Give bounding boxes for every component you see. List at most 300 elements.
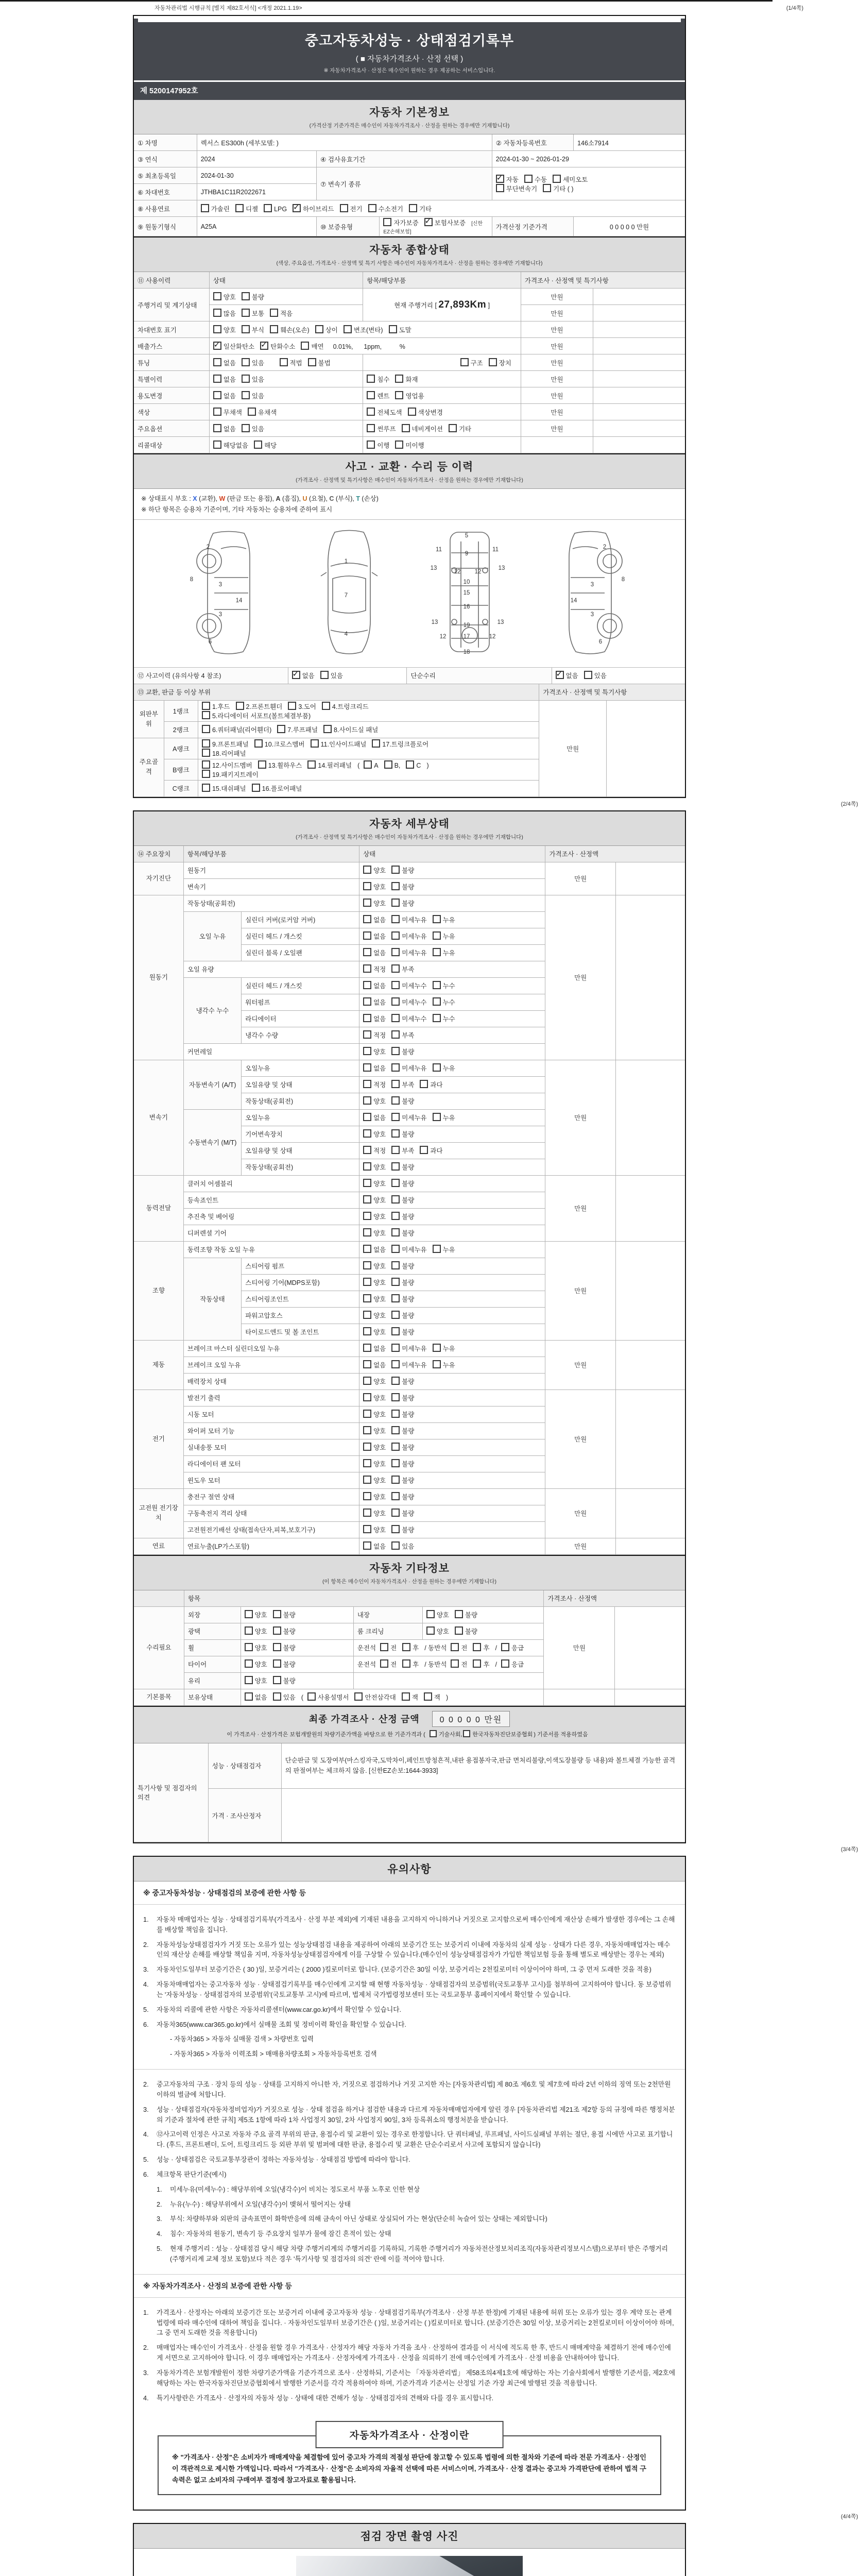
detail-item: 커먼레일 xyxy=(183,1043,359,1060)
checkbox-불량[interactable] xyxy=(455,1626,463,1635)
checkbox-렌트[interactable] xyxy=(367,391,375,399)
checkbox-양호[interactable] xyxy=(363,1410,371,1418)
option-label: 기타 xyxy=(458,425,472,433)
checkbox-수동[interactable] xyxy=(524,175,533,183)
detail-state-options xyxy=(359,911,545,928)
checkbox-양호[interactable] xyxy=(363,1459,371,1467)
checkbox-불량[interactable] xyxy=(391,866,400,874)
checkbox-1.후드[interactable] xyxy=(202,702,210,710)
checkbox-미세누수[interactable] xyxy=(391,981,400,989)
checkbox-일산화탄소[interactable] xyxy=(213,342,221,350)
checkbox-양호[interactable] xyxy=(363,1294,371,1302)
checkbox-불법[interactable] xyxy=(308,358,316,366)
checkbox-B,[interactable] xyxy=(384,760,392,769)
option-label: 탄화수소 xyxy=(270,343,296,350)
price-appraiser-label: 가격 · 조사산정자 xyxy=(208,1789,281,1842)
checkbox-자동[interactable] xyxy=(496,175,504,183)
detail-state-options xyxy=(359,1175,545,1192)
checkbox-적음[interactable] xyxy=(270,309,278,317)
option-label: 불량 xyxy=(402,1131,415,1138)
option-label: 기타 ( ) xyxy=(553,185,574,193)
option-label: 미세누유 xyxy=(402,1345,427,1352)
checkbox-불량[interactable] xyxy=(391,1311,400,1319)
checkbox-양호[interactable] xyxy=(213,325,221,333)
checkbox-4.트렁크리드[interactable] xyxy=(322,702,330,710)
option-label: 적정 xyxy=(373,1147,386,1155)
checkbox-불량[interactable] xyxy=(242,292,250,300)
detail-item: 발전기 출력 xyxy=(183,1389,359,1406)
checkbox-잭[interactable] xyxy=(424,1692,432,1701)
option-label: 후 xyxy=(483,1645,490,1652)
checkbox-불량[interactable] xyxy=(391,1212,400,1220)
recall-part-options xyxy=(363,437,521,453)
checkbox-무채색[interactable] xyxy=(213,408,221,416)
notice-item-text: 성능 · 상태점검은 국토교통부장관이 정하는 자동차성능 · 상태점검 방법에 따라야 합니다. xyxy=(157,2156,410,2164)
checkbox-탄화수소[interactable] xyxy=(260,342,268,350)
checkbox-장치[interactable] xyxy=(489,358,497,366)
checkbox-누유[interactable] xyxy=(433,915,441,923)
checkbox-5.라디에이터 서포트(볼트체결부품)[interactable] xyxy=(202,711,210,719)
checkbox-17.트렁크플로어[interactable] xyxy=(372,739,380,748)
notice-section3-header: ※ 자동차가격조사 · 산정의 보증에 관한 사항 등 xyxy=(134,2275,685,2298)
checkbox-부식[interactable] xyxy=(242,325,250,333)
checkbox-전체도색[interactable] xyxy=(367,408,375,416)
checkbox-전[interactable] xyxy=(451,1643,459,1651)
registration-number-label: ② 자동차등록번호 xyxy=(492,134,573,151)
checkbox-양호[interactable] xyxy=(363,1129,371,1138)
checkbox-전[interactable] xyxy=(451,1659,459,1668)
checkbox-양호[interactable] xyxy=(363,1228,371,1236)
checkbox-19.패키지트레이[interactable] xyxy=(202,770,210,778)
checkbox-화재[interactable] xyxy=(395,375,403,383)
checkbox-적정[interactable] xyxy=(363,1146,371,1154)
checkbox-변조(변타)[interactable] xyxy=(344,325,352,333)
detail-price-cell: 만원 xyxy=(545,1538,616,1554)
checkbox-미세누유[interactable] xyxy=(391,931,400,940)
checkbox-불량[interactable] xyxy=(391,1162,400,1171)
detail-state-options xyxy=(359,895,545,911)
checkbox-12.사이드멤버[interactable] xyxy=(202,760,210,769)
checkbox-불량[interactable] xyxy=(391,1492,400,1500)
checkbox-양호[interactable] xyxy=(426,1610,435,1618)
checkbox-없음[interactable] xyxy=(213,375,221,383)
checkbox-부족[interactable] xyxy=(391,1146,400,1154)
option-label: 2.프론트휀더 xyxy=(246,703,283,710)
checkbox-불량[interactable] xyxy=(391,1443,400,1451)
checkbox-양호[interactable] xyxy=(245,1676,253,1684)
model-year-label: ③ 연식 xyxy=(134,151,197,167)
checkbox-불량[interactable] xyxy=(391,1261,400,1269)
checkbox-양호[interactable] xyxy=(363,882,371,890)
checkbox-사용설명서[interactable] xyxy=(307,1692,316,1701)
checkbox-미세누유[interactable] xyxy=(391,1245,400,1253)
checkbox-미세누유[interactable] xyxy=(391,1344,400,1352)
option-label: 네비게이션 xyxy=(411,425,443,433)
room-cleaning-label: 룸 크리닝 xyxy=(353,1623,422,1639)
checkbox-있음[interactable] xyxy=(273,1692,281,1701)
checkbox-불량[interactable] xyxy=(273,1659,281,1668)
checkbox-영업용[interactable] xyxy=(395,391,403,399)
checkbox-8.사이드실 패널[interactable] xyxy=(323,725,332,733)
checkbox-없음[interactable] xyxy=(363,948,371,956)
checkbox-없음[interactable] xyxy=(363,931,371,940)
checkbox-누수[interactable] xyxy=(433,1014,441,1022)
checkbox-매연[interactable] xyxy=(301,342,309,350)
option-label: 일산화탄소 xyxy=(223,343,255,350)
detail-notes-cell xyxy=(615,1175,685,1241)
checkbox-불량[interactable] xyxy=(391,1377,400,1385)
inline-text: ) xyxy=(445,1694,449,1701)
checkbox-A[interactable] xyxy=(364,760,372,769)
checkbox-양호[interactable] xyxy=(363,1261,371,1269)
polish-options xyxy=(241,1623,353,1639)
option-label: 과다 xyxy=(430,1081,443,1089)
checkbox-불량[interactable] xyxy=(391,1393,400,1401)
other-blank-header xyxy=(134,1590,184,1607)
checkbox-없음[interactable] xyxy=(363,1113,371,1121)
checkbox-양호[interactable] xyxy=(363,1393,371,1401)
form-meta-row xyxy=(155,4,803,12)
checkbox-세미오토[interactable] xyxy=(553,175,561,183)
panel-number-9: 9 xyxy=(465,550,469,557)
checkbox-없음[interactable] xyxy=(363,997,371,1006)
detail-item: 연료누출(LP가스포함) xyxy=(183,1538,359,1554)
checkbox-없음[interactable] xyxy=(363,1344,371,1352)
checkbox-누유[interactable] xyxy=(433,1245,441,1253)
checkbox-불량[interactable] xyxy=(273,1626,281,1635)
notice-item-text: 자동차매매업자는 중고자동차 성능 · 상태점검기록부를 매수인에게 고지할 때 현행 자동차성능 · 상태점검자의 보증범위(국토교통부 고시)를 첨부하여 고지하여야 합니다. 동 보증범위는 '자동차성능 · 상태점검자의 보증범위'(국토교통부 고시)에 따르며, 법제처 국가법령정보센터 또는 국토교통부 홈페이지에서 확인할 수 있습니다. xyxy=(157,1980,672,1998)
checkbox-양호[interactable] xyxy=(213,292,221,300)
checkbox-보통[interactable] xyxy=(242,309,250,317)
checkbox-안전삼각대[interactable] xyxy=(354,1692,363,1701)
checkbox-불량[interactable] xyxy=(391,1047,400,1055)
option-label: 없음 xyxy=(223,359,236,367)
checkbox-있음[interactable] xyxy=(242,358,250,366)
checkbox-불량[interactable] xyxy=(273,1610,281,1618)
wheel-options xyxy=(241,1639,353,1656)
checkbox-유채색[interactable] xyxy=(248,408,256,416)
option-label: 있음 xyxy=(251,359,265,367)
checkbox-해당[interactable] xyxy=(254,440,262,449)
checkbox-양호[interactable] xyxy=(363,1096,371,1105)
notes-cell xyxy=(593,437,685,453)
checkbox-네비게이션[interactable] xyxy=(402,424,410,432)
notes-cell xyxy=(593,338,685,354)
checkbox-과다[interactable] xyxy=(420,1080,428,1088)
detail-item: 브레이크 오일 누유 xyxy=(183,1357,359,1373)
checkbox-불량[interactable] xyxy=(391,1278,400,1286)
option-label: 있음 xyxy=(251,376,265,383)
checkbox-후[interactable] xyxy=(473,1643,481,1651)
option-label: 불량 xyxy=(402,1296,415,1303)
checkbox-후[interactable] xyxy=(473,1659,481,1668)
main-options-part-options xyxy=(363,420,521,437)
checkbox-불량[interactable] xyxy=(273,1643,281,1651)
checkbox-누유[interactable] xyxy=(433,948,441,956)
checkbox-도말[interactable] xyxy=(389,325,397,333)
rank-a-parts xyxy=(198,738,539,759)
option-label: 적정 xyxy=(373,1032,386,1039)
checkbox-적법[interactable] xyxy=(280,358,288,366)
polish-label: 광택 xyxy=(184,1623,241,1639)
checkbox-불량[interactable] xyxy=(391,1129,400,1138)
checkbox-부족[interactable] xyxy=(391,1030,400,1039)
legend-code-X: X xyxy=(193,495,197,502)
checkbox-누유[interactable] xyxy=(433,1344,441,1352)
checkbox-부족[interactable] xyxy=(391,964,400,973)
checkbox-과다[interactable] xyxy=(420,1146,428,1154)
checkbox-불량[interactable] xyxy=(391,1509,400,1517)
checkbox-양호[interactable] xyxy=(245,1643,253,1651)
checkbox-불량[interactable] xyxy=(391,1179,400,1187)
checkbox-있음[interactable] xyxy=(242,391,250,399)
checkbox-3.도어[interactable] xyxy=(288,702,296,710)
detail-subgroup: 작동상태 xyxy=(183,1258,241,1340)
checkbox-없음[interactable] xyxy=(292,671,300,679)
legend-desc: (요철), xyxy=(307,495,330,502)
checkbox-훼손(오손)[interactable] xyxy=(270,325,278,333)
checkbox-전[interactable] xyxy=(380,1643,388,1651)
checkbox-응급[interactable] xyxy=(501,1659,509,1668)
checkbox-없음[interactable] xyxy=(363,981,371,989)
checkbox-양호[interactable] xyxy=(426,1626,435,1635)
checkbox-누수[interactable] xyxy=(433,997,441,1006)
checkbox-색상변경[interactable] xyxy=(408,408,416,416)
checkbox-미세누유[interactable] xyxy=(391,1360,400,1368)
checkbox-없음[interactable] xyxy=(363,1360,371,1368)
checkbox-있음[interactable] xyxy=(584,671,592,679)
checkbox-미세누유[interactable] xyxy=(391,915,400,923)
checkbox-양호[interactable] xyxy=(245,1659,253,1668)
checkbox-잭[interactable] xyxy=(402,1692,410,1701)
checkbox-있음[interactable] xyxy=(242,375,250,383)
checkbox-기타 ( )[interactable] xyxy=(543,184,551,192)
checkbox-적정[interactable] xyxy=(363,1030,371,1039)
checkbox-해당없음[interactable] xyxy=(213,440,221,449)
checkbox-있음[interactable] xyxy=(242,424,250,432)
legend-note: ※ 하단 항목은 승용차 기준이며, 기타 자동차는 승용차에 준하여 표시 xyxy=(141,506,333,514)
option-label: 불량 xyxy=(465,1628,478,1635)
checkbox-양호[interactable] xyxy=(363,1426,371,1434)
checkbox-이행[interactable] xyxy=(367,440,375,449)
checkbox-양호[interactable] xyxy=(363,1195,371,1204)
checkbox-양호[interactable] xyxy=(363,1179,371,1187)
checkbox-불량[interactable] xyxy=(391,1327,400,1335)
price-survey-note: ※ 자동차가격조사 · 산정은 매수인이 원하는 경우 제공하는 서비스입니다. xyxy=(323,67,495,74)
checkbox-양호[interactable] xyxy=(363,1492,371,1500)
checkbox-누수[interactable] xyxy=(433,981,441,989)
option-label: C xyxy=(416,761,421,769)
odometer-suffix: ] xyxy=(488,301,490,309)
page-3 xyxy=(133,1856,686,2511)
checkbox-불량[interactable] xyxy=(391,1525,400,1533)
checkbox-9.프론트패널[interactable] xyxy=(202,739,210,748)
checkbox-양호[interactable] xyxy=(363,1509,371,1517)
checkbox-없음[interactable] xyxy=(213,424,221,432)
detail-state-options xyxy=(359,1142,545,1159)
checkbox-없음[interactable] xyxy=(363,1245,371,1253)
checkbox-구조[interactable] xyxy=(460,358,469,366)
checkbox-디젤[interactable] xyxy=(235,204,244,212)
checkbox-적정[interactable] xyxy=(363,964,371,973)
checkbox-6.쿼터패널(리어휀더)[interactable] xyxy=(202,725,210,733)
checkbox-없음[interactable] xyxy=(556,671,564,679)
checkbox-전[interactable] xyxy=(380,1659,388,1668)
checkbox-적정[interactable] xyxy=(363,1080,371,1088)
option-label: 없음 xyxy=(373,1015,386,1023)
checkbox-기술사회,[interactable] xyxy=(430,1730,437,1737)
checkbox-자가보증[interactable] xyxy=(383,218,391,226)
notice-item xyxy=(143,2129,676,2150)
checkbox-불량[interactable] xyxy=(391,1426,400,1434)
checkbox-불량[interactable] xyxy=(391,1294,400,1302)
option-label: 불량 xyxy=(402,1180,415,1188)
checkbox-불량[interactable] xyxy=(391,1228,400,1236)
checkbox-불량[interactable] xyxy=(391,1476,400,1484)
checkbox-양호[interactable] xyxy=(363,899,371,907)
simple-repair-label: 단순수리 xyxy=(407,668,552,684)
option-label: 하이브리드 xyxy=(303,205,334,213)
car-diagram-top-view xyxy=(298,528,401,658)
checkbox-불량[interactable] xyxy=(455,1610,463,1618)
checkbox-양호[interactable] xyxy=(363,1525,371,1533)
detail-item: 실린더 헤드 / 개스킷 xyxy=(242,928,359,944)
checkbox-불량[interactable] xyxy=(391,882,400,890)
checkbox-불량[interactable] xyxy=(391,1410,400,1418)
checkbox-응급[interactable] xyxy=(501,1643,509,1651)
checkbox-하이브리드[interactable] xyxy=(293,204,301,212)
checkbox-침수[interactable] xyxy=(367,375,375,383)
checkbox-가솔린[interactable] xyxy=(201,204,209,212)
checkbox-LPG[interactable] xyxy=(264,204,272,212)
checkbox-미세누유[interactable] xyxy=(391,1113,400,1121)
basic-info-title: 자동차 기본정보 xyxy=(369,107,450,118)
detail-state-options xyxy=(359,1439,545,1455)
checkbox-누유[interactable] xyxy=(433,1063,441,1072)
notice-item-text: 특기사항란은 가격조사 · 산정자의 자동차 성능 · 상태에 대한 견해가 성능 · 상태점검자의 견해와 다를 경우 표시합니다. xyxy=(157,2394,494,2402)
notice-item xyxy=(157,2034,676,2044)
checkbox-수소전기[interactable] xyxy=(368,204,376,212)
panel-number-4: 4 xyxy=(344,631,348,638)
checkbox-10.크로스멤버[interactable] xyxy=(254,739,263,748)
checkbox-C[interactable] xyxy=(406,760,414,769)
checkbox-14.필러패널[interactable] xyxy=(307,760,316,769)
checkbox-미이행[interactable] xyxy=(395,440,403,449)
checkbox-무단변속기[interactable] xyxy=(496,184,504,192)
checkbox-누유[interactable] xyxy=(433,931,441,940)
page-2 xyxy=(133,810,686,1844)
checkbox-양호[interactable] xyxy=(363,1476,371,1484)
first-registration-value: 2024-01-30 xyxy=(197,167,316,184)
notice-item-number: 5. xyxy=(143,2005,149,2013)
notice-item xyxy=(143,2368,676,2388)
checkbox-상이[interactable] xyxy=(315,325,323,333)
checkbox-양호[interactable] xyxy=(363,1377,371,1385)
checkbox-보험사보증[interactable] xyxy=(424,218,433,226)
checkbox-양호[interactable] xyxy=(363,1311,371,1319)
checkbox-양호[interactable] xyxy=(363,1212,371,1220)
checkbox-있음[interactable] xyxy=(391,1541,400,1550)
checkbox-한국자동차진단보증협회[interactable] xyxy=(463,1730,470,1737)
rank-2-parts xyxy=(198,721,539,738)
car-diagram-left-side xyxy=(177,528,280,658)
checkbox-양호[interactable] xyxy=(245,1610,253,1618)
notice-item-number: 4. xyxy=(143,1980,149,1989)
exchange-price-cell: 만원 xyxy=(539,700,606,796)
legend-code-A: A xyxy=(276,495,281,502)
checkbox-미세누유[interactable] xyxy=(391,1063,400,1072)
option-label: 양호 xyxy=(373,1329,386,1336)
checkbox-불량[interactable] xyxy=(391,1096,400,1105)
checkbox-많음[interactable] xyxy=(213,309,221,317)
checkbox-양호[interactable] xyxy=(363,866,371,874)
checkbox-누유[interactable] xyxy=(433,1113,441,1121)
checkbox-누유[interactable] xyxy=(433,1360,441,1368)
checkbox-썬루프[interactable] xyxy=(367,424,375,432)
odometer-state-options xyxy=(209,289,363,305)
checkbox-양호[interactable] xyxy=(363,1162,371,1171)
checkbox-미세누수[interactable] xyxy=(391,1014,400,1022)
device-group-고전원전기장치: 고전원 전기장치 xyxy=(134,1488,183,1538)
option-label: 없음 xyxy=(373,982,386,990)
checkbox-13.휠하우스[interactable] xyxy=(258,760,266,769)
possession-options xyxy=(241,1689,544,1705)
checkbox-기타[interactable] xyxy=(409,204,417,212)
checkbox-없음[interactable] xyxy=(363,1014,371,1022)
checkbox-양호[interactable] xyxy=(363,1278,371,1286)
checkbox-없음[interactable] xyxy=(245,1692,253,1701)
checkbox-후[interactable] xyxy=(402,1659,410,1668)
photos-title: 점검 장면 촬영 사진 xyxy=(360,2530,459,2543)
checkbox-양호[interactable] xyxy=(363,1443,371,1451)
checkbox-없음[interactable] xyxy=(363,915,371,923)
checkbox-전기[interactable] xyxy=(340,204,348,212)
option-label: 없음 xyxy=(302,672,315,680)
checkbox-불량[interactable] xyxy=(391,1195,400,1204)
checkbox-미세누수[interactable] xyxy=(391,997,400,1006)
checkbox-후[interactable] xyxy=(402,1643,410,1651)
checkbox-미세누유[interactable] xyxy=(391,948,400,956)
checkbox-11.인사이드패널[interactable] xyxy=(311,739,319,748)
option-label: 보험사보증 xyxy=(434,219,466,227)
checkbox-양호[interactable] xyxy=(245,1626,253,1635)
option-label: 불량 xyxy=(402,1494,415,1501)
checkbox-15.대쉬패널[interactable] xyxy=(202,784,210,792)
option-label: 양호 xyxy=(373,1428,386,1435)
checkbox-양호[interactable] xyxy=(363,1047,371,1055)
checkbox-없음[interactable] xyxy=(213,358,221,366)
checkbox-부족[interactable] xyxy=(391,1080,400,1088)
checkbox-16.플로어패널[interactable] xyxy=(252,784,260,792)
checkbox-없음[interactable] xyxy=(363,1063,371,1072)
checkbox-없음[interactable] xyxy=(363,1541,371,1550)
rank-a-parts-line2 xyxy=(202,749,535,758)
option-label: 불량 xyxy=(402,1461,415,1468)
checkbox-불량[interactable] xyxy=(391,1459,400,1467)
checkbox-있음[interactable] xyxy=(320,671,329,679)
option-label: 8.사이드실 패널 xyxy=(334,726,379,734)
checkbox-불량[interactable] xyxy=(391,899,400,907)
notice-section3-items xyxy=(134,2298,685,2413)
checkbox-불량[interactable] xyxy=(273,1676,281,1684)
checkbox-기타[interactable] xyxy=(449,424,457,432)
checkbox-없음[interactable] xyxy=(213,391,221,399)
checkbox-7.루프패널[interactable] xyxy=(277,725,285,733)
checkbox-2.프론트휀더[interactable] xyxy=(236,702,244,710)
checkbox-양호[interactable] xyxy=(363,1327,371,1335)
checkbox-18.리어패널[interactable] xyxy=(202,749,210,757)
notice-item xyxy=(143,1964,676,1975)
